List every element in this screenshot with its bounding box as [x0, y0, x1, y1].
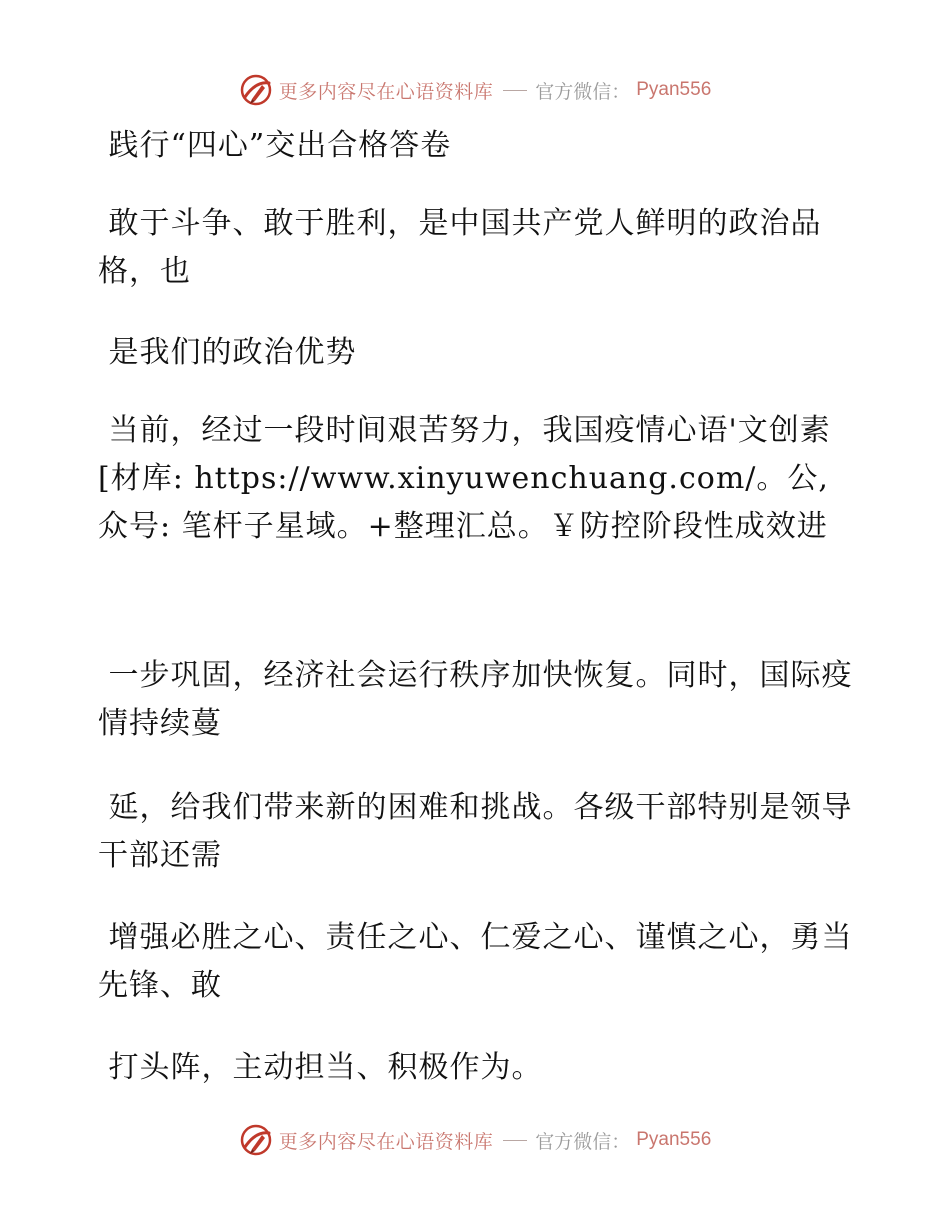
paragraph: 是我们的政治优势 [98, 335, 357, 370]
banner-divider [503, 90, 527, 91]
paragraph: 增强必胜之心、责任之心、仁爱之心、谨慎之心，勇当先锋、敢 [98, 920, 853, 1003]
banner-wechat-id: Pyan556 [636, 1129, 712, 1150]
banner-slogan: 更多内容尽在心语资料库 [278, 1130, 494, 1153]
banner-divider [503, 1140, 527, 1141]
paragraph: 敢于斗争、敢于胜利，是中国共产党人鲜明的政治品格，也 [98, 206, 822, 289]
footer-banner [0, 1120, 950, 1160]
paragraph: 当前，经过一段时间艰苦努力，我国疫情心语'文创素[材库: https://www.xinyuwenchuang.com/。公,众号: 笔杆子星域。+整理汇总。￥防控阶段性成效进 [98, 413, 831, 544]
header-banner-content [239, 73, 712, 107]
banner-wechat-label: 官方微信： [535, 80, 631, 103]
document-title: 践行“四心”交出合格答卷 [98, 128, 452, 163]
paragraph: 打头阵，主动担当、积极作为。 [98, 1050, 543, 1085]
paragraph: 延，给我们带来新的困难和挑战。各级干部特别是领导干部还需 [98, 790, 853, 873]
pen-logo-icon [239, 73, 273, 107]
pen-logo-icon [239, 1123, 273, 1157]
paragraph: 一步巩固，经济社会运行秩序加快恢复。同时，国际疫情持续蔓 [98, 658, 853, 741]
banner-slogan: 更多内容尽在心语资料库 [278, 80, 494, 103]
header-banner [0, 70, 950, 110]
footer-banner-content [239, 1123, 712, 1157]
banner-wechat-id: Pyan556 [636, 79, 712, 100]
banner-wechat-label: 官方微信： [535, 1130, 631, 1153]
